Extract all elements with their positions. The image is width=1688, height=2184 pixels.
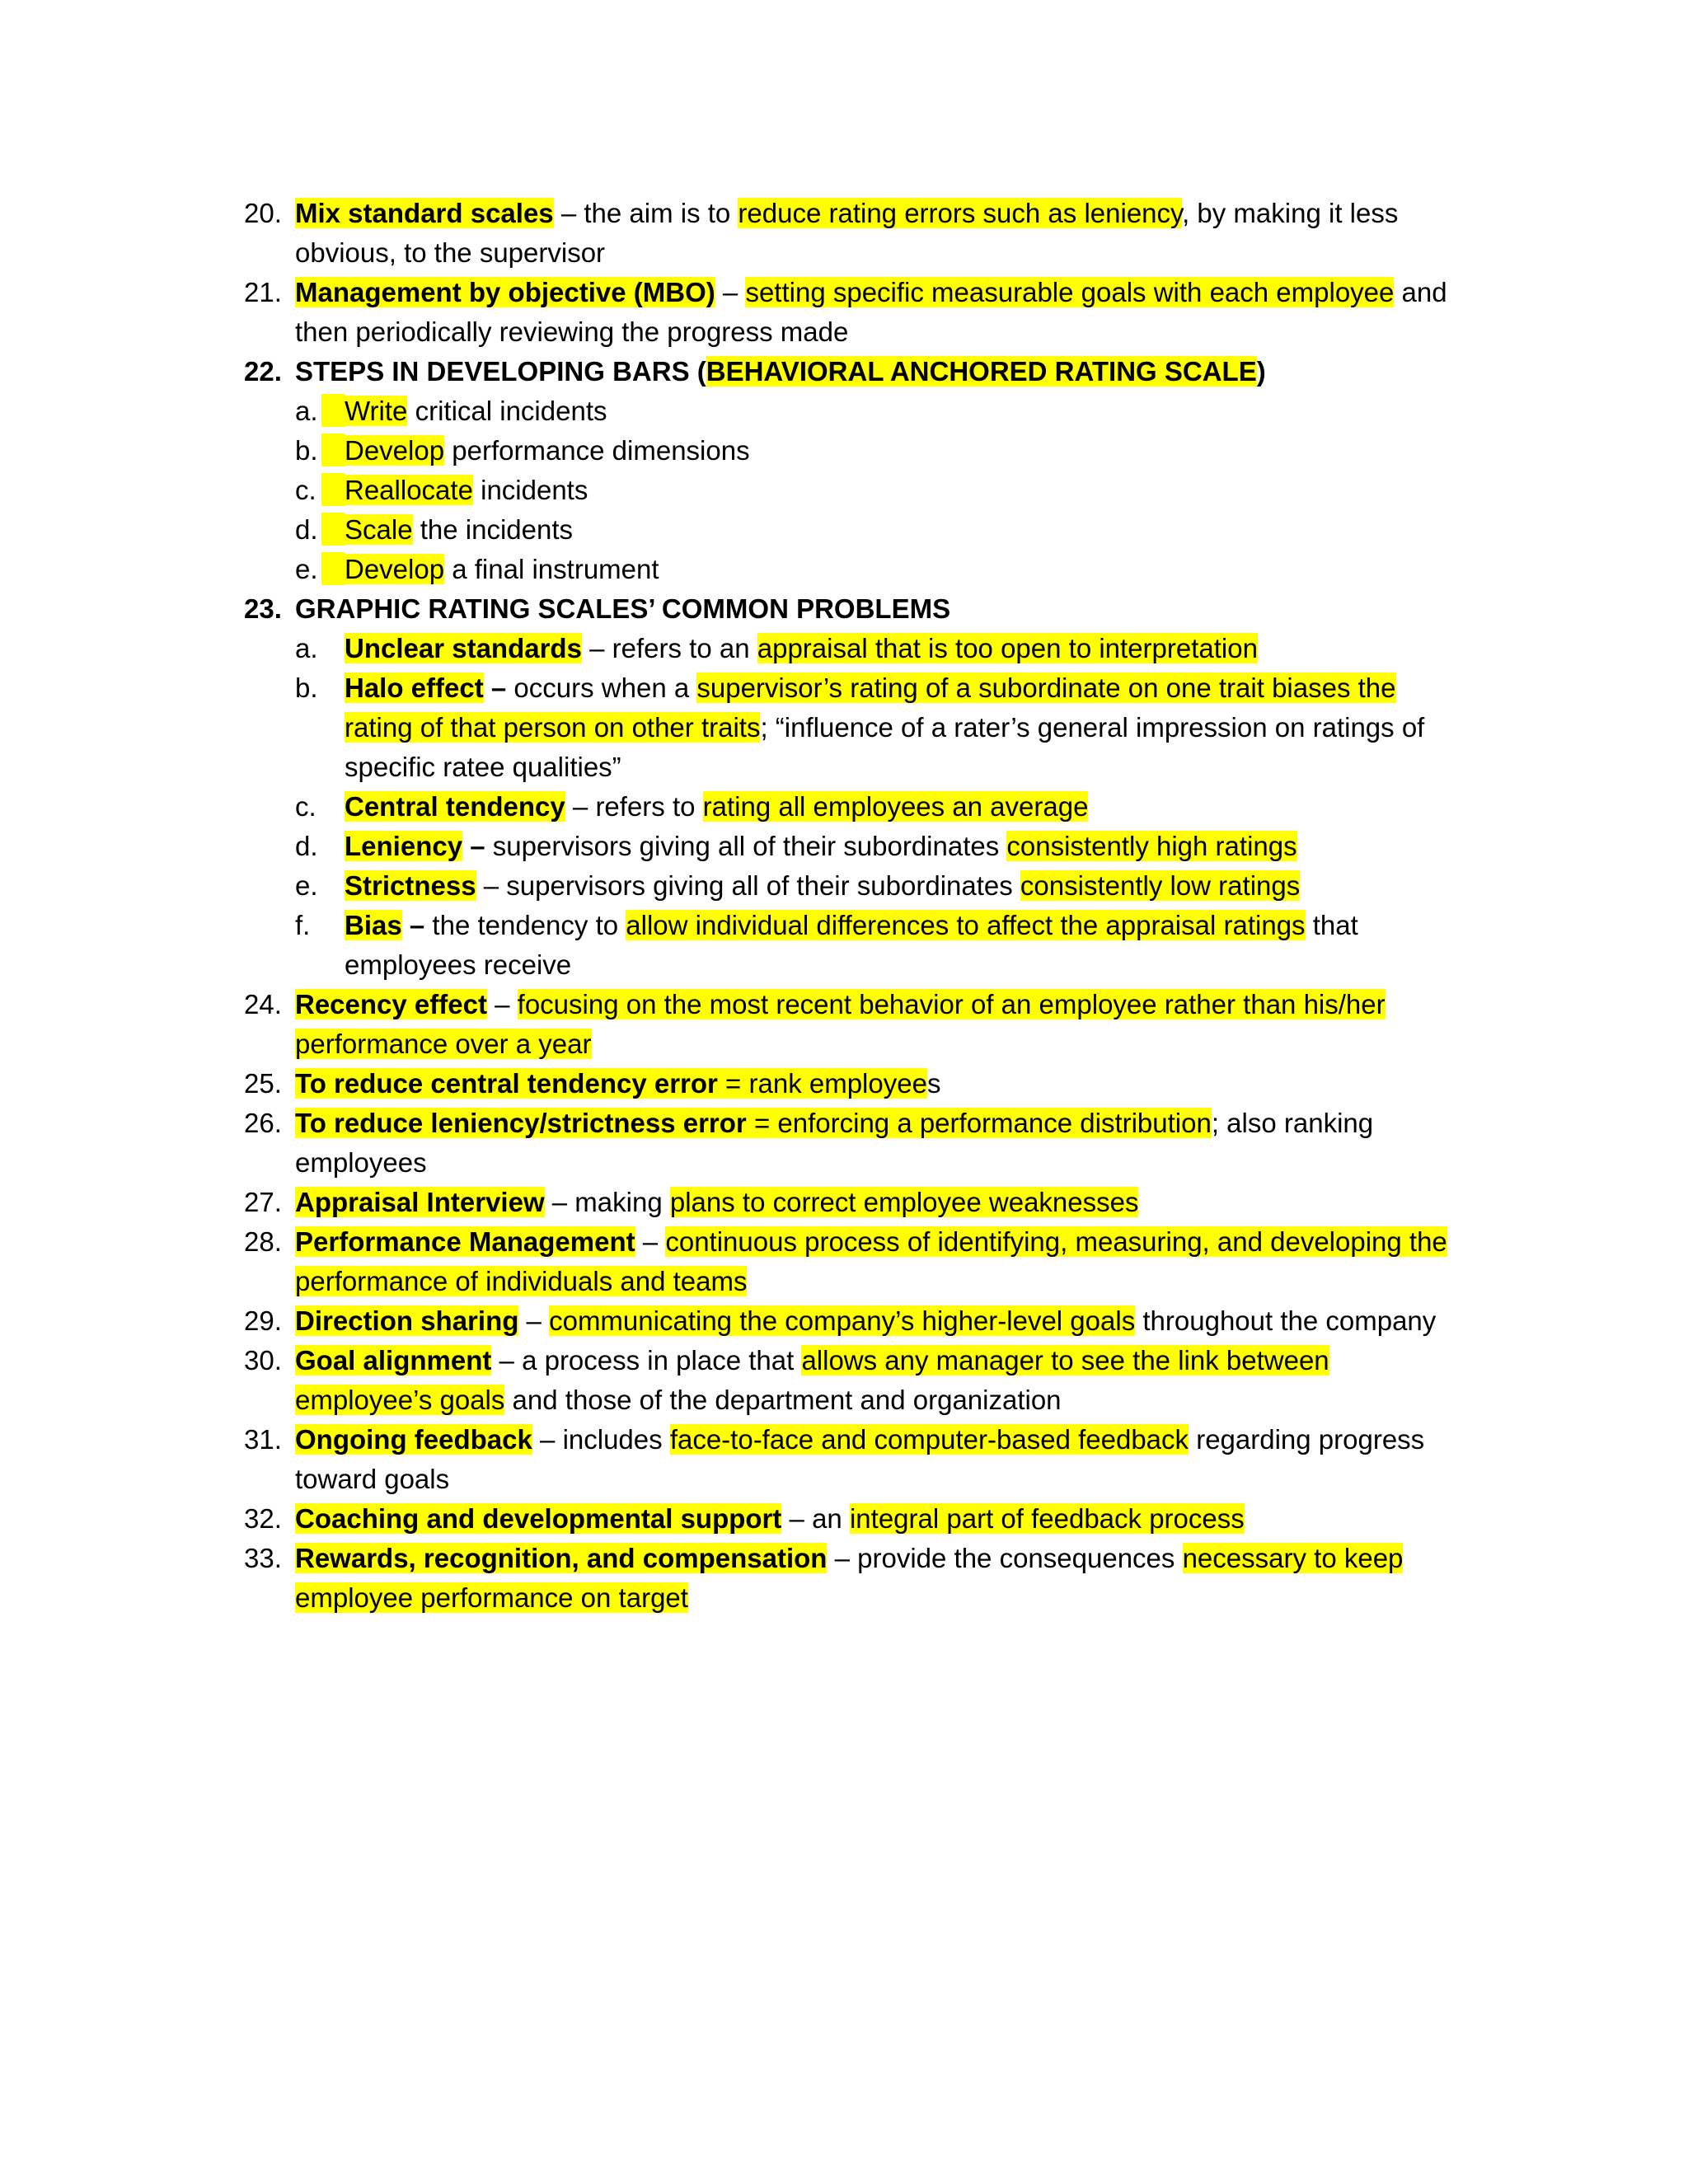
list-number: 23. xyxy=(244,593,282,624)
body-text: a final instrument xyxy=(444,554,659,584)
highlighted-text: necessary to keep employee performance on target xyxy=(295,1543,1404,1613)
bold-text: – xyxy=(462,831,493,861)
highlighted-term: Leniency xyxy=(345,831,463,861)
sub-list-item-text xyxy=(345,910,1358,980)
list-number: 29. xyxy=(244,1305,282,1336)
sub-list-item xyxy=(0,391,1465,431)
sub-list-letter: d. xyxy=(295,514,318,545)
highlighted-text: Write xyxy=(345,396,408,426)
highlighted-text: reduce rating errors such as leniency xyxy=(738,198,1183,228)
highlighted-term: Appraisal Interview xyxy=(295,1187,545,1217)
body-text: the incidents xyxy=(412,514,574,545)
list-item-text xyxy=(295,593,950,624)
bold-text: STEPS IN DEVELOPING BARS ( xyxy=(295,356,706,387)
list-number: 32. xyxy=(244,1503,282,1534)
sub-list-letter: a. xyxy=(295,396,318,426)
list-number: 22. xyxy=(244,356,282,387)
highlighted-term: Mix standard scales xyxy=(295,198,554,228)
list-item-text xyxy=(295,1345,1329,1415)
highlighted-text: focusing on the most recent behavior of an employee rather than his/her performance over a year xyxy=(295,989,1386,1059)
body-text: – supervisors giving all of their subordinates xyxy=(476,870,1020,901)
bold-text: ) xyxy=(1256,356,1266,387)
list-number: 28. xyxy=(244,1226,282,1257)
body-text: – making xyxy=(544,1187,670,1217)
sub-list-item-text xyxy=(345,435,750,466)
body-text: supervisors giving all of their subordinates xyxy=(492,831,1007,861)
body-text: that employees receive xyxy=(345,910,1358,980)
highlighted-text: setting specific measurable goals with each employee xyxy=(745,277,1395,307)
sub-list-item-text xyxy=(345,475,588,505)
highlighted-text: supervisor’s rating of a subordinate on one trait biases the rating of that person on other traits xyxy=(345,673,1396,743)
list-item xyxy=(0,1499,1465,1539)
list-item xyxy=(0,1539,1465,1618)
body-text: – an xyxy=(781,1503,850,1534)
highlight-pad xyxy=(321,473,345,506)
highlighted-text: allows any manager to see the link between employee’s goals xyxy=(295,1345,1329,1415)
highlighted-term: Halo effect xyxy=(345,673,484,703)
highlighted-term: Goal alignment xyxy=(295,1345,492,1376)
highlighted-term: To reduce leniency/strictness error xyxy=(295,1108,747,1138)
body-text: – refers to an xyxy=(581,633,757,663)
bold-text: – xyxy=(401,910,433,940)
list-item-text xyxy=(295,989,1386,1059)
sub-list-letter: c. xyxy=(295,791,316,822)
highlighted-text: consistently high ratings xyxy=(1006,831,1297,861)
body-text: regarding progress toward goals xyxy=(295,1424,1425,1494)
highlighted-term: Ongoing feedback xyxy=(295,1424,532,1455)
sub-list-item-text xyxy=(345,831,1297,861)
sub-list-item xyxy=(0,787,1465,827)
sub-list-letter: d. xyxy=(295,831,318,861)
list-item-text xyxy=(295,1543,1403,1613)
sub-list-item-text xyxy=(345,396,607,426)
body-text: – xyxy=(715,277,746,307)
list-item-text xyxy=(295,1108,1373,1178)
body-text: ; “influence of a rater’s general impression on ratings of specific ratee qualities” xyxy=(345,712,1425,782)
list-item xyxy=(0,1104,1465,1183)
list-number: 21. xyxy=(244,277,282,307)
bold-text: GRAPHIC RATING SCALES’ COMMON PROBLEMS xyxy=(295,593,951,624)
highlighted-text: rating all employees an average xyxy=(702,791,1089,822)
list-number: 20. xyxy=(244,198,282,228)
body-text: occurs when a xyxy=(513,673,697,703)
body-text: – refers to xyxy=(565,791,703,822)
list-item-text xyxy=(295,1424,1424,1494)
sub-list-item xyxy=(0,827,1465,866)
highlighted-text: = enforcing a performance distribution xyxy=(746,1108,1212,1138)
sub-list-item xyxy=(0,629,1465,668)
highlighted-term: Management by objective (MBO) xyxy=(295,277,715,307)
sub-list-letter: b. xyxy=(295,673,318,703)
highlighted-text: = rank employee xyxy=(717,1068,927,1099)
body-text: – xyxy=(518,1305,550,1336)
body-text: , by making it less obvious, to the supervisor xyxy=(295,198,1399,268)
body-text: – xyxy=(486,989,518,1019)
highlighted-text: face-to-face and computer-based feedback xyxy=(669,1424,1189,1455)
sub-list-item xyxy=(0,550,1465,589)
list-item xyxy=(0,589,1465,629)
list-item xyxy=(0,1301,1465,1341)
highlighted-term: Performance Management xyxy=(295,1226,635,1257)
highlighted-term: To reduce central tendency error xyxy=(295,1068,718,1099)
highlighted-text: consistently low ratings xyxy=(1020,870,1301,901)
highlighted-term: Unclear standards xyxy=(345,633,582,663)
sub-list-item xyxy=(0,906,1465,985)
list-item xyxy=(0,1341,1465,1420)
body-text: throughout the company xyxy=(1135,1305,1437,1336)
body-text: incidents xyxy=(472,475,588,505)
highlighted-term: Central tendency xyxy=(345,791,565,822)
highlighted-text: appraisal that is too open to interpretation xyxy=(757,633,1258,663)
sub-list-item xyxy=(0,510,1465,550)
list-number: 33. xyxy=(244,1543,282,1573)
highlighted-term: Direction sharing xyxy=(295,1305,519,1336)
highlighted-term: BEHAVIORAL ANCHORED RATING SCALE xyxy=(706,356,1257,387)
highlight-pad xyxy=(321,394,345,427)
body-text: and then periodically reviewing the progress made xyxy=(295,277,1447,347)
list-item-text xyxy=(295,1503,1245,1534)
sub-list-letter: c. xyxy=(295,475,316,505)
sub-list-letter: e. xyxy=(295,870,318,901)
list-number: 30. xyxy=(244,1345,282,1376)
highlighted-text: plans to correct employee weaknesses xyxy=(669,1187,1139,1217)
body-text: – provide the consequences xyxy=(827,1543,1183,1573)
sub-list-item xyxy=(0,668,1465,787)
bold-text: – xyxy=(483,673,514,703)
highlighted-term: Coaching and developmental support xyxy=(295,1503,782,1534)
highlighted-term: Recency effect xyxy=(295,989,487,1019)
sub-list-item-text xyxy=(345,554,659,584)
highlighted-term: Strictness xyxy=(345,870,476,901)
body-text: – xyxy=(635,1226,666,1257)
sub-list-item-text xyxy=(345,514,573,545)
body-text: the tendency to xyxy=(432,910,626,940)
sub-list-letter: b. xyxy=(295,435,318,466)
list-item xyxy=(0,1064,1465,1104)
highlight-pad xyxy=(321,513,345,546)
list-item xyxy=(0,273,1465,352)
numbered-list xyxy=(0,194,1688,1618)
list-number: 25. xyxy=(244,1068,282,1099)
highlighted-text: allow individual differences to affect the appraisal ratings xyxy=(626,910,1306,940)
highlighted-text: integral part of feedback process xyxy=(849,1503,1245,1534)
body-text: s xyxy=(926,1068,941,1099)
sub-list-item xyxy=(0,471,1465,510)
list-item-text xyxy=(295,356,1266,387)
list-item-text xyxy=(295,1226,1447,1296)
list-item xyxy=(0,352,1465,391)
list-item xyxy=(0,985,1465,1064)
list-item xyxy=(0,1183,1465,1222)
highlighted-term: Rewards, recognition, and compensation xyxy=(295,1543,828,1573)
highlighted-text: Develop xyxy=(345,554,445,584)
sub-list-item xyxy=(0,431,1465,471)
body-text: performance dimensions xyxy=(444,435,750,466)
list-item-text xyxy=(295,1187,1138,1217)
body-text: – the aim is to xyxy=(553,198,738,228)
list-number: 31. xyxy=(244,1424,282,1455)
list-item-text xyxy=(295,1068,940,1099)
highlighted-text: continuous process of identifying, measuring, and developing the performance of individuals and teams xyxy=(295,1226,1447,1296)
sub-list-item-text xyxy=(345,673,1424,782)
list-item xyxy=(0,1420,1465,1499)
sub-list-item-text xyxy=(345,870,1300,901)
list-item xyxy=(0,194,1465,273)
body-text: ; also ranking employees xyxy=(295,1108,1374,1178)
sub-list-item-text xyxy=(345,791,1088,822)
list-item-text xyxy=(295,198,1398,268)
sub-list-letter: a. xyxy=(295,633,318,663)
highlighted-text: Develop xyxy=(345,435,445,466)
body-text: – includes xyxy=(532,1424,670,1455)
list-number: 27. xyxy=(244,1187,282,1217)
highlight-pad xyxy=(321,434,345,466)
highlighted-text: Reallocate xyxy=(345,475,473,505)
list-item-text xyxy=(295,1305,1436,1336)
list-number: 24. xyxy=(244,989,282,1019)
list-number: 26. xyxy=(244,1108,282,1138)
highlight-pad xyxy=(321,552,345,585)
sub-list-letter: e. xyxy=(295,554,318,584)
highlighted-text: Scale xyxy=(345,514,413,545)
list-item xyxy=(0,1222,1465,1301)
body-text: and those of the department and organization xyxy=(504,1385,1062,1415)
highlighted-text: communicating the company’s higher-level goals xyxy=(549,1305,1136,1336)
sub-list-letter: f. xyxy=(295,910,311,940)
sub-list-item-text xyxy=(345,633,1258,663)
highlighted-term: Bias xyxy=(345,910,402,940)
body-text: critical incidents xyxy=(407,396,607,426)
sub-list-item xyxy=(0,866,1465,906)
body-text: – a process in place that xyxy=(491,1345,802,1376)
list-item-text xyxy=(295,277,1447,347)
